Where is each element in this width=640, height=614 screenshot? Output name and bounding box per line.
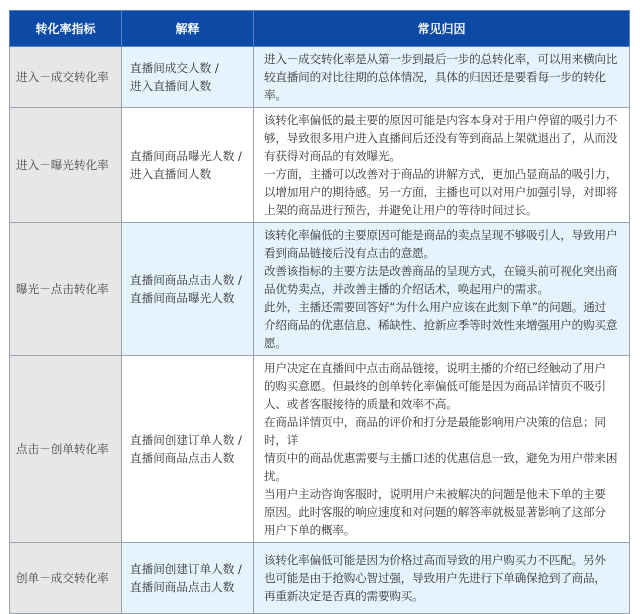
table-row bbox=[10, 356, 630, 543]
metric-cell: 曝光－点击转化率 bbox=[10, 223, 122, 356]
definition-cell: 直播间创建订单人数 / 直播间商品点击人数 bbox=[122, 356, 254, 543]
definition-cell: 直播间创建订单人数 / 直播间商品点击人数 bbox=[122, 543, 254, 614]
attribution-cell: 用户决定在直播间中点击商品链接，说明主播的介绍已经触动了用户 的购买意愿。但最终的创单转化率偏低可能是因为商品详情页不吸引 人、或者客服接待的质量和效率不高。 在商品详情页中，商品的评价和打分是最能影响用户决策的信息；同时，详 情页中的商品优惠需要与主播口述的优惠信息一致，避免为用户带来困扰。 当用户主动咨询客服时，说明用户未被解决的问题是他未下单的主要 原因。此时客服的响应速度和对问题的解答率就极显著影响了这部分 用户下单的概率。 bbox=[254, 356, 630, 543]
table-row bbox=[10, 223, 630, 356]
attribution-cell: 该转化率偏低的最主要的原因可能是内容本身对于用户停留的吸引力不 够，导致很多用户进入直播间后还没有等到商品上架就退出了，从而没 有获得对商品的有效曝光。 一方面，主播可以改善对于商品的讲解方式，更加凸显商品的吸引力， 以增加用户的期待感。另一方面，主播也可以对用户加强引导，对即将 上架的商品进行预告，并避免让用户的等待时间过长。 bbox=[254, 108, 630, 223]
attribution-cell: 该转化率偏低可能是因为价格过高而导致的用户购买力不匹配。另外 也可能是由于抢购心智过强，导致用户先进行下单确保抢到了商品， 再重新决定是否真的需要购买。 bbox=[254, 543, 630, 614]
definition-cell: 直播间成交人数 / 进入直播间人数 bbox=[122, 47, 254, 108]
definition-cell: 直播间商品曝光人数 / 进入直播间人数 bbox=[122, 108, 254, 223]
conversion-rate-table bbox=[9, 10, 630, 614]
metric-cell: 进入－曝光转化率 bbox=[10, 108, 122, 223]
metric-cell: 点击－创单转化率 bbox=[10, 356, 122, 543]
table-row bbox=[10, 108, 630, 223]
header-attribution: 常见归因 bbox=[254, 11, 630, 47]
metric-cell: 创单－成交转化率 bbox=[10, 543, 122, 614]
table-header bbox=[10, 11, 630, 47]
table-row bbox=[10, 543, 630, 614]
header-metric: 转化率指标 bbox=[10, 11, 122, 47]
metric-cell: 进入－成交转化率 bbox=[10, 47, 122, 108]
table-row bbox=[10, 47, 630, 108]
definition-cell: 直播间商品点击人数 / 直播间商品曝光人数 bbox=[122, 223, 254, 356]
attribution-cell: 该转化率偏低的主要原因可能是商品的卖点呈现不够吸引人，导致用户 看到商品链接后没有点击的意愿。 改善该指标的主要方法是改善商品的呈现方式，在镜头前可视化突出商 品优势卖点，并改善主播的介绍话术，唤起用户的需求。 此外，主播还需要回答好“为什么用户应该在此刻下单”的问题。通过 介绍商品的优惠信息、稀缺性、抢新应季等时效性来增强用户的购买意愿。 bbox=[254, 223, 630, 356]
attribution-cell: 进入－成交转化率是从第一步到最后一步的总转化率，可以用来横向比 较直播间的对比往期的总体情况，具体的归因还是要看每一步的转化率。 bbox=[254, 47, 630, 108]
header-definition: 解释 bbox=[122, 11, 254, 47]
